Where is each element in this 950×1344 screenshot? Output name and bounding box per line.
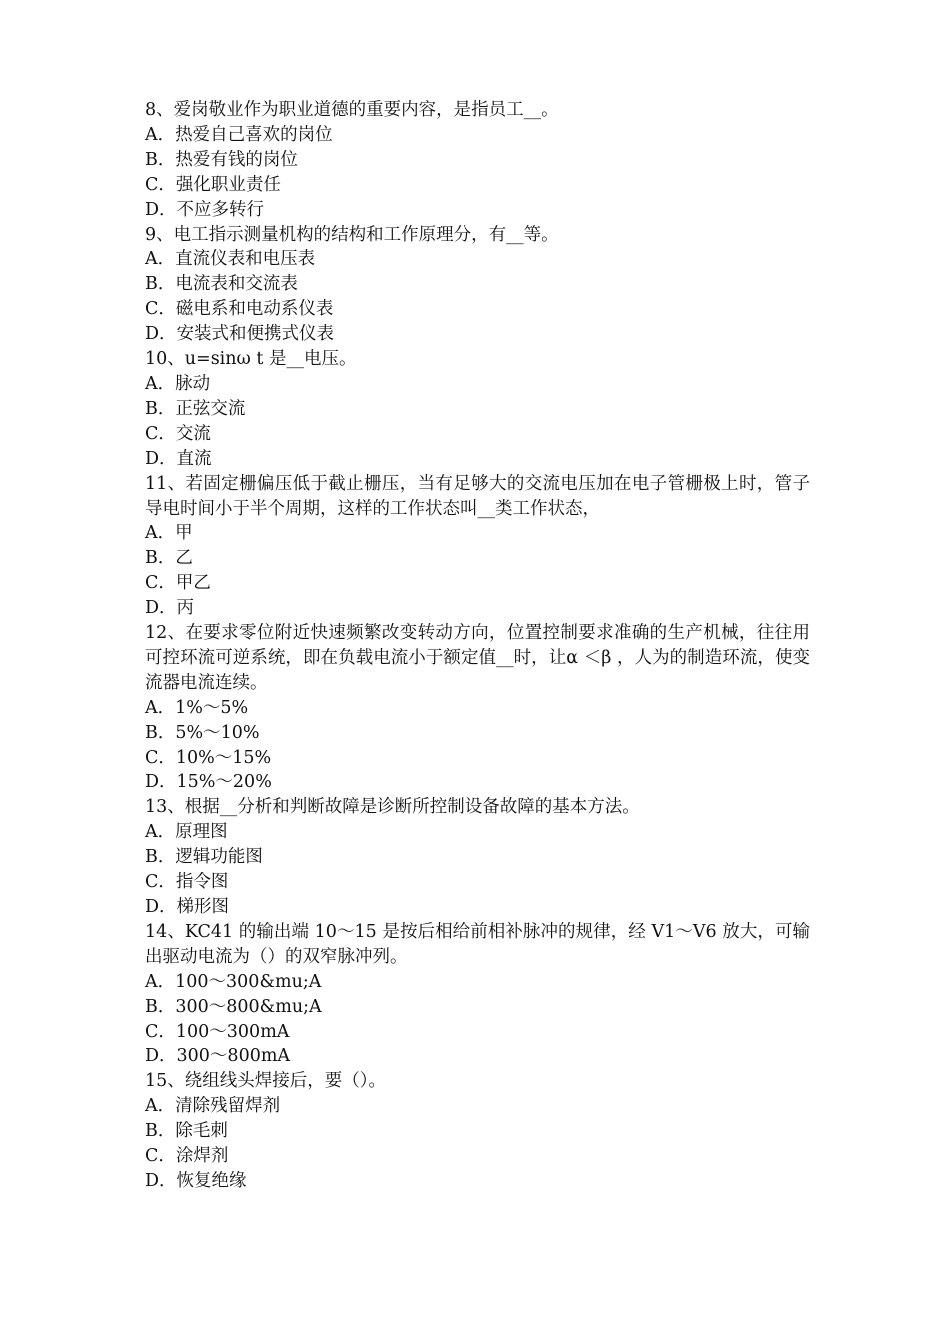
option-b: B．5%～10% bbox=[145, 722, 260, 743]
option-a: A．脉动 bbox=[145, 373, 211, 394]
option-b: B．正弦交流 bbox=[145, 398, 246, 419]
option-d: D．直流 bbox=[145, 448, 212, 469]
option-a: A．清除残留焊剂 bbox=[145, 1096, 281, 1117]
option-b: B．热爱有钱的岗位 bbox=[145, 149, 298, 170]
question-stem: 13、根据__分析和判断故障是诊断所控制设备故障的基本方法。 bbox=[145, 797, 640, 818]
question-stem: 12、在要求零位附近快速频繁改变转动方向，位置控制要求准确的生产机械，往往用可控环流可逆系统，即在负载电流小于额定值__时，让α ＜β ，人为的制造环流，使变流器电流连续。 bbox=[145, 623, 810, 693]
option-d: D．15%～20% bbox=[145, 772, 272, 793]
option-c: C．指令图 bbox=[145, 872, 229, 893]
option-b: B．300～800&mu;A bbox=[145, 996, 322, 1017]
option-b: B．除毛刺 bbox=[145, 1121, 228, 1142]
question-stem: 8、爱岗敬业作为职业道德的重要内容，是指员工__。 bbox=[145, 100, 559, 120]
option-c: C．10%～15% bbox=[145, 747, 272, 768]
option-a: A．原理图 bbox=[145, 822, 228, 843]
option-a: A．1%～5% bbox=[145, 697, 249, 718]
question-stem: 15、绕组线头焊接后，要（）。 bbox=[145, 1071, 387, 1092]
option-d: D．安装式和便携式仪表 bbox=[145, 324, 335, 345]
question-13 bbox=[145, 795, 810, 920]
option-b: B．乙 bbox=[145, 548, 193, 569]
option-a: A．甲 bbox=[145, 523, 193, 544]
option-a: A．直流仪表和电压表 bbox=[145, 249, 316, 270]
question-stem: 14、KC41 的输出端 10～15 是按后相给前相补脉冲的规律，经 V1～V6 放大，可输出驱动电流为（）的双窄脉冲列。 bbox=[145, 921, 810, 967]
document-page bbox=[145, 98, 810, 1194]
question-10 bbox=[145, 347, 810, 472]
option-c: C．磁电系和电动系仪表 bbox=[145, 299, 334, 320]
question-stem: 9、电工指示测量机构的结构和工作原理分，有__等。 bbox=[145, 224, 559, 245]
option-c: C．交流 bbox=[145, 423, 211, 444]
option-a: A．100～300&mu;A bbox=[145, 971, 322, 992]
question-stem: 10、u=sinω t 是__电压。 bbox=[145, 349, 357, 370]
question-11 bbox=[145, 472, 810, 621]
question-14 bbox=[145, 920, 810, 1069]
option-b: B．电流表和交流表 bbox=[145, 274, 298, 295]
option-d: D．恢复绝缘 bbox=[145, 1170, 247, 1191]
option-c: C．强化职业责任 bbox=[145, 174, 281, 195]
option-d: D．梯形图 bbox=[145, 897, 230, 917]
question-12 bbox=[145, 621, 810, 795]
option-d: D．不应多转行 bbox=[145, 199, 265, 220]
option-a: A．热爱自己喜欢的岗位 bbox=[145, 124, 333, 145]
option-d: D．300～800mA bbox=[145, 1046, 291, 1067]
option-c: C．100～300mA bbox=[145, 1021, 290, 1042]
option-b: B．逻辑功能图 bbox=[145, 847, 263, 868]
question-stem: 11、若固定栅偏压低于截止栅压，当有足够大的交流电压加在电子管栅极上时，管子导电时间小于半个周期，这样的工作状态叫__类工作状态， bbox=[145, 473, 810, 519]
question-8 bbox=[145, 98, 810, 223]
option-d: D．丙 bbox=[145, 598, 195, 619]
option-c: C．涂焊剂 bbox=[145, 1146, 229, 1167]
option-c: C．甲乙 bbox=[145, 573, 211, 594]
question-15 bbox=[145, 1069, 810, 1194]
question-9 bbox=[145, 223, 810, 348]
